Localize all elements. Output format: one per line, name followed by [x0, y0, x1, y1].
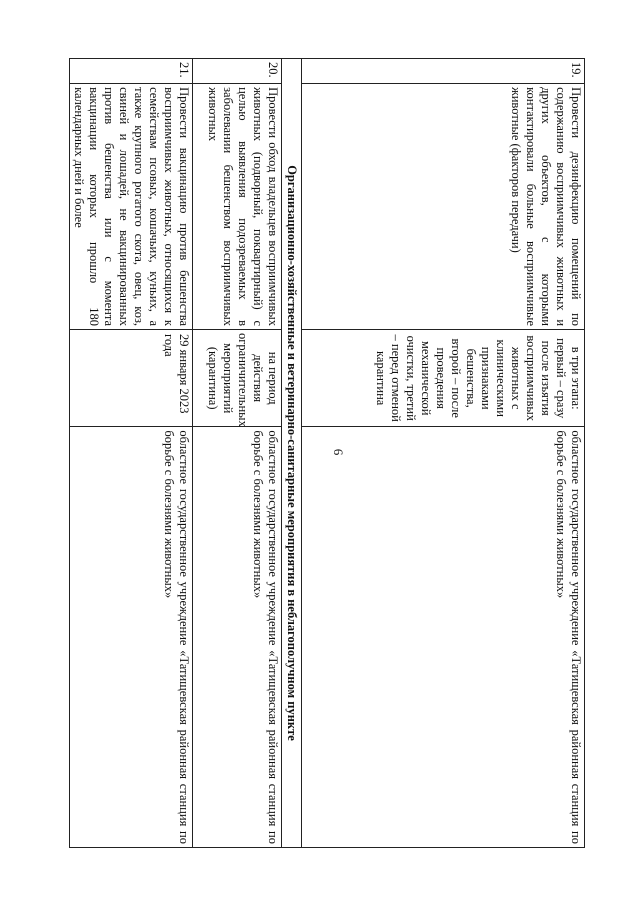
term-cell: на период действия ограничительных мероприятий (карантина): [193, 330, 282, 427]
activity-cell: Провести вакцинацию против бешенства восприимчивых животных, относящихся к семействам псовых, кошачьих, куньих, а также крупного рогатого скота, овец, коз, свиней и лошадей, не вакцинированных против бешенства или с момента вакцинации которых прошло 180 календарных дней и более: [70, 84, 193, 330]
responsible-cell: областное государственное учреждение «Татищевская районная станция по борьбе с болезнями животных»: [302, 427, 585, 848]
term-cell: в три этапа: первый – сразу после изъятия восприимчивых животных с клиническими признаками бешенства, второй – после проведения механической очистки, третий – перед отменой карантина: [302, 330, 585, 427]
activity-cell: Провести обход владельцев восприимчивых животных (подворный, поквартирный) с целью выявления подозреваемых в заболевании бешенством восприимчивых животных: [193, 84, 282, 330]
measures-table: [69, 58, 585, 848]
rotated-page: [72, 58, 585, 848]
responsible-cell: областное государственное учреждение «Татищевская районная станция по борьбе с болезнями животных»: [193, 427, 282, 848]
section-title: Организационно-хозяйственные и ветеринарно-санитарные мероприятия в неблагополучном пункте: [282, 59, 302, 848]
activity-cell: Провести дезинфекцию помещений по содержанию восприимчивых животных и других объектов, с которыми контактировали больные восприимчивые животные (факторов передачи): [302, 84, 585, 330]
table-row: [193, 59, 282, 848]
section-header-row: [282, 59, 302, 848]
responsible-cell: областное государственное учреждение «Татищевская районная станция по борьбе с болезнями животных»: [70, 427, 193, 848]
row-number: 19.: [302, 59, 585, 84]
row-number: 21.: [70, 59, 193, 84]
table-row: [302, 59, 585, 848]
row-number: 20.: [193, 59, 282, 84]
table-row: [70, 59, 193, 848]
term-cell: 29 января 2023 года: [70, 330, 193, 427]
page-number: 6: [331, 448, 346, 456]
